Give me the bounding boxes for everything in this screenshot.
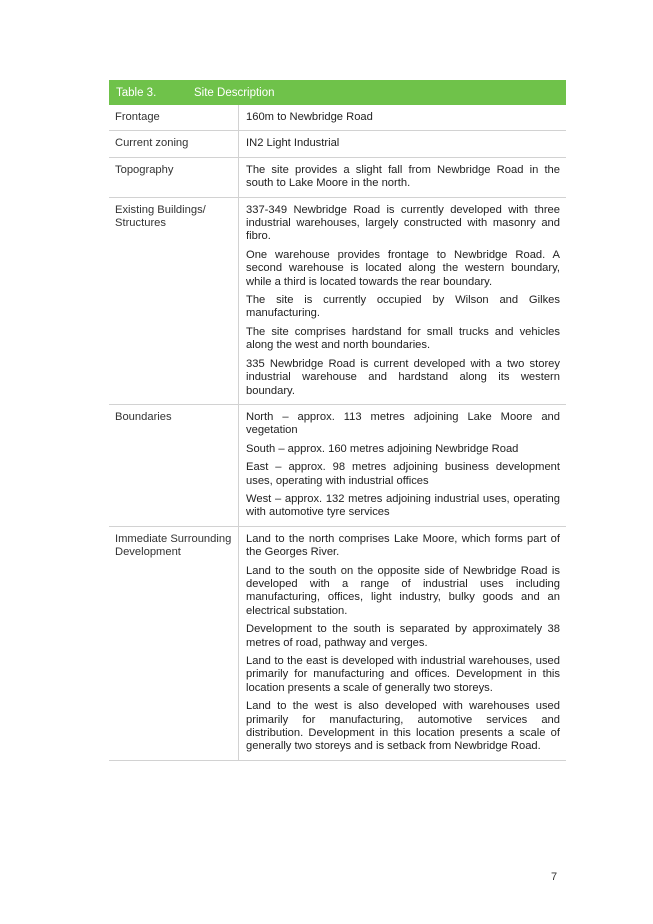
table-number: Table 3. bbox=[116, 86, 157, 99]
row-value bbox=[239, 197, 567, 404]
row-label: Current zoning bbox=[109, 131, 239, 157]
row-value bbox=[239, 404, 567, 526]
row-label: Existing Buildings/ Structures bbox=[109, 197, 239, 404]
row-paragraph: 160m to Newbridge Road bbox=[246, 111, 373, 123]
row-label: Immediate Surrounding Development bbox=[109, 526, 239, 760]
row-paragraph: The site is currently occupied by Wilson and Gilkes manufacturing. bbox=[246, 294, 560, 320]
row-paragraph: Land to the west is also developed with warehouses used primarily for manufacturing, automotive services and distribution. Development in this location presents a scale of generally two storeys and is setback from Newbridge Road. bbox=[246, 700, 560, 753]
row-paragraph: Development to the south is separated by approximately 38 metres of road, pathway and verges. bbox=[246, 623, 560, 649]
table-row-surrounding-development bbox=[109, 526, 566, 760]
table-row-existing-buildings bbox=[109, 197, 566, 404]
row-paragraph: Land to the north comprises Lake Moore, which forms part of the Georges River. bbox=[246, 532, 560, 559]
table-row-frontage bbox=[109, 105, 566, 131]
row-value bbox=[239, 105, 567, 131]
row-paragraph: One warehouse provides frontage to Newbridge Road. A second warehouse is located along the western boundary, while a third is located towards the rear boundary. bbox=[246, 248, 560, 288]
row-value bbox=[239, 157, 567, 197]
row-paragraph: Land to the south on the opposite side of Newbridge Road is developed with a range of industrial uses including manufacturing, offices, light industry, bulky goods and an electrical substation. bbox=[246, 564, 560, 617]
table-header bbox=[109, 80, 566, 105]
page-number: 7 bbox=[551, 871, 558, 883]
row-paragraph: East – approx. 98 metres adjoining business development uses, operating with industrial offices bbox=[246, 461, 560, 487]
row-paragraph: 335 Newbridge Road is current developed with a two storey industrial warehouse and hardstand along its western boundary. bbox=[246, 357, 560, 397]
row-paragraph: South – approx. 160 metres adjoining Newbridge Road bbox=[246, 442, 519, 455]
row-label: Boundaries bbox=[109, 404, 239, 526]
row-paragraph: The site comprises hardstand for small trucks and vehicles along the west and north boundaries. bbox=[246, 325, 560, 352]
row-value bbox=[239, 131, 567, 157]
row-label: Topography bbox=[109, 157, 239, 197]
row-paragraph: The site provides a slight fall from Newbridge Road in the south to Lake Moore in the north. bbox=[246, 163, 560, 190]
row-paragraph: Land to the east is developed with industrial warehouses, used primarily for manufacturing and offices. Development in this location presents a scale of generally two storeys. bbox=[246, 655, 560, 694]
table-body bbox=[109, 105, 566, 761]
site-description-table bbox=[109, 80, 566, 761]
table-row-boundaries bbox=[109, 404, 566, 526]
row-value bbox=[239, 526, 567, 760]
row-paragraph: West – approx. 132 metres adjoining industrial uses, operating with automotive tyre services bbox=[246, 492, 560, 519]
row-label: Frontage bbox=[109, 105, 239, 131]
table-row-topography bbox=[109, 157, 566, 197]
row-paragraph: North – approx. 113 metres adjoining Lake Moore and vegetation bbox=[246, 410, 560, 437]
table-row-current-zoning bbox=[109, 131, 566, 157]
row-paragraph: IN2 Light Industrial bbox=[246, 137, 340, 150]
table-title: Site Description bbox=[194, 86, 275, 99]
row-paragraph: 337-349 Newbridge Road is currently developed with three industrial warehouses, largely constructed with masonry and fibro. bbox=[246, 203, 560, 243]
